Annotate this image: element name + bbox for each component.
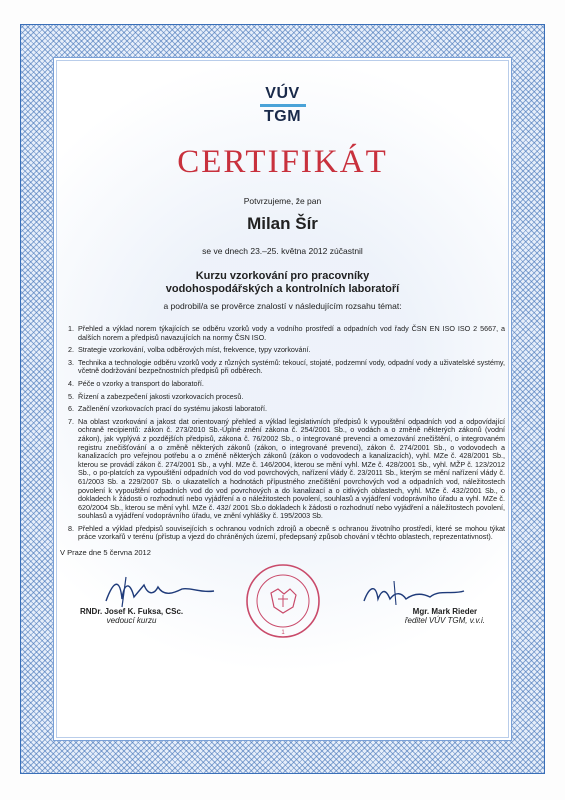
signature-right-icon bbox=[360, 575, 470, 611]
signatory-right-role: ředitel VÚV TGM, v.v.i. bbox=[404, 616, 485, 626]
list-item: 6. Začlenění vzorkovacích prací do systému jakosti laboratoří. bbox=[76, 405, 505, 414]
signature-left-icon bbox=[100, 571, 220, 611]
topics-intro: a podrobil/a se prověrce znalostí v následujícím rozsahu témat: bbox=[163, 301, 402, 311]
logo-divider bbox=[260, 104, 306, 107]
certificate-content bbox=[60, 60, 505, 641]
official-stamp-icon bbox=[238, 561, 328, 639]
list-item: 2. Strategie vzorkování, volba odběrových míst, frekvence, typy vzorkování. bbox=[76, 346, 505, 355]
course-name-line1: Kurzu vzorkování pro pracovníky bbox=[195, 270, 370, 282]
list-item: 7. Na oblast vzorkování a jakost dat orientovaný přehled a výklad legislativních předpisů k vypouštění odpadních vod a odpovídající ochraně recipientů: zákon č. 273/2010 Sb.-Úplné znění zákona č. 254/2001 Sb., o vodách a o změně některých zákonů (vodní zákon), jak vyplývá z pozdějších předpisů, zákona č. 76/2002 Sb., o integrované prevenci a omezování znečištění, o integrovaném registru znečišťování a o změně některých zákonů (zákon, o integrované prevenci), zákon č. 274/2001 Sb., o vodovodech a kanalizacích pro veřejnou potřebu a o změně některých zákonů (zákon o vodovodech a kanalizacích), vyhl. MZe č. 428/2001 Sb., kterou se provádí zákon č. 274/2001 Sb., a vyhl. MZe č. 146/2004, kterou se mění vyhl. MZe č. 428/2001 Sb., vyhl. MŽP č. 123/2012 Sb., o po-platcích za vypouštění odpadních vod do vod povrchových, nařízení vlády č. 23/2011 Sb., kterým se mění nařízení vlády č. 61/2003 Sb. a 229/2007 Sb. o ukazatelích a hodnotách přípustného znečištění povrchových vod a odpadních vod, náležitostech povolení k vypouštění odpadních vod do vod povrchových a do kanalizací a o citlivých oblastech, vyhl. MZe č. 432/2001 Sb., o dokladech k žádosti o rozhodnutí nebo vyjádření a o náležitostech povolení, souhlasů a vyjádření vodoprávního úřadu a vyhl. MZe č. 620/2004 Sb., kterou se mění vyhl. MZe č. 432/ 2001 Sb.o dokladech k žádosti o rozhodnutí nebo vyjádření a náležitostech povolení, souhlasů a vyjádření vodoprávního úřadu, ve znění vyhlášky č. 195/2003 Sb. bbox=[76, 418, 505, 521]
list-item: 5. Řízení a zabezpečení jakosti vzorkovacích procesů. bbox=[76, 393, 505, 402]
attendance-dates: se ve dnech 23.–25. května 2012 zúčastnil bbox=[202, 246, 363, 256]
signatory-left-name: RNDr. Josef K. Fuksa, CSc. bbox=[80, 607, 184, 617]
signature-area bbox=[60, 561, 505, 641]
stamp-number: 1 bbox=[281, 630, 285, 637]
course-name bbox=[60, 270, 505, 296]
recipient-name: Milan Šír bbox=[247, 214, 318, 233]
vuv-tgm-logo bbox=[60, 86, 505, 126]
list-item: 8. Přehled a výklad předpisů souvisejících s ochranou vodních zdrojů a obecně s ochranou životního prostředí, které se mohou týkat práce vzorkařů v terénu (přístup a vjezd do chráněných území, předepsaný způsob chování v těchto oblastech, reprezentativnost). bbox=[76, 525, 505, 542]
signatory-right bbox=[405, 607, 485, 625]
logo-bottom-text: TGM bbox=[263, 108, 302, 125]
list-item: 3. Technika a technologie odběru vzorků vody z různých systémů: tekoucí, stojaté, podzemní vody, odpadní vody a uživatelské systémy, včetně dodržování bezpečnostních předpisů při odběrech. bbox=[76, 359, 505, 376]
course-name-line2: vodohospodářských a kontrolních laboratoří bbox=[165, 283, 400, 295]
signatory-left bbox=[80, 607, 183, 625]
topics-list bbox=[60, 325, 505, 542]
certificate-title: CERTIFIKÁT bbox=[177, 144, 388, 180]
signatory-left-role: vedoucí kurzu bbox=[106, 616, 157, 626]
list-item: 1. Přehled a výklad norem týkajících se odběru vzorků vody a vodního prostředí a odpadních vod řady ČSN EN ISO ISO 2 5667, a dalších norem a předpisů navazujících na normy ČSN ISO. bbox=[76, 325, 505, 342]
confirmation-text: Potvrzujeme, že pan bbox=[243, 196, 322, 206]
place-and-date: V Praze dne 5 června 2012 bbox=[60, 548, 151, 558]
signatory-right-name: Mgr. Mark Rieder bbox=[412, 607, 478, 617]
logo-top-text: VÚV bbox=[265, 85, 300, 102]
list-item: 4. Péče o vzorky a transport do laboratoří. bbox=[76, 380, 505, 389]
